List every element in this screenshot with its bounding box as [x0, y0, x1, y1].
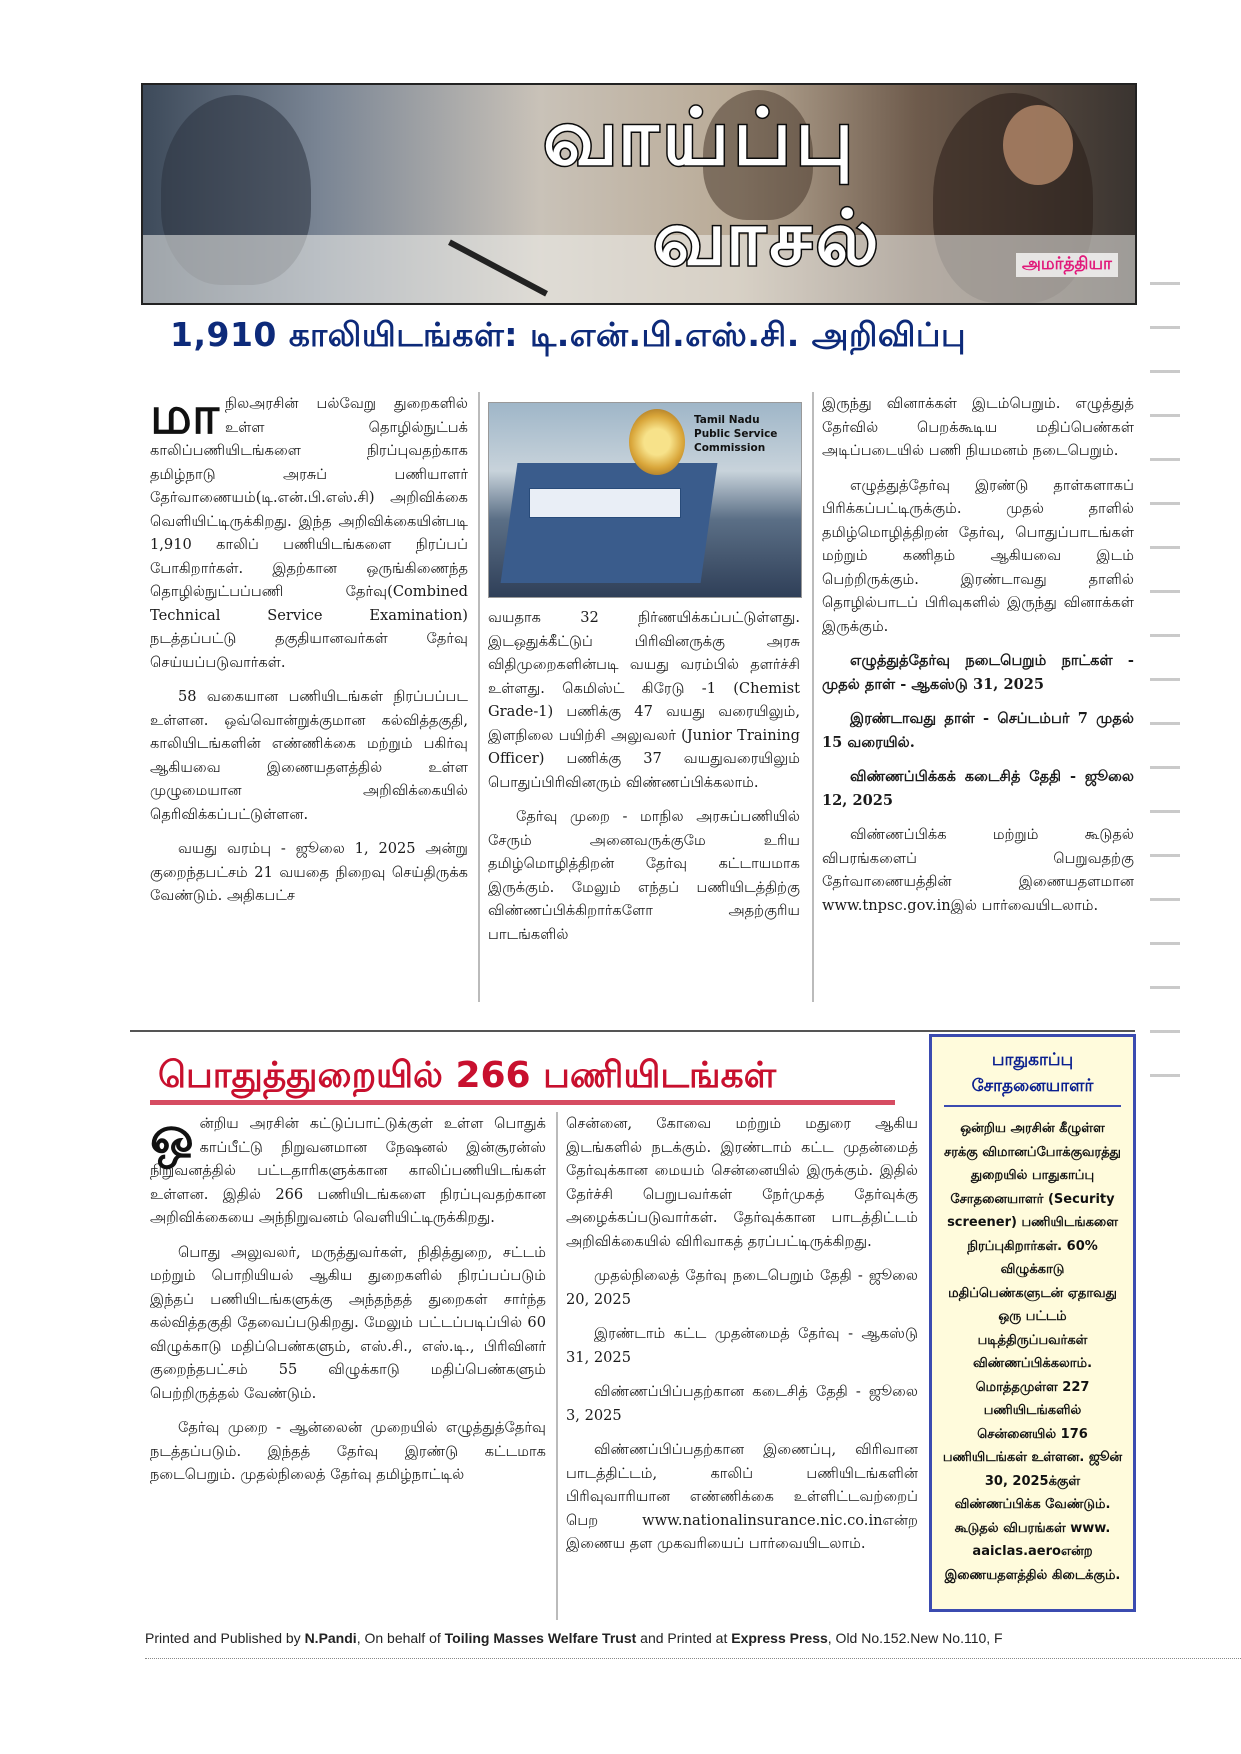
imprint-text: and Printed at: [636, 1630, 732, 1646]
sidebox-title-line2: சோதனையாளர்: [971, 1076, 1094, 1096]
banner-photo-face: [1003, 105, 1073, 185]
banner-photo-desk: [143, 235, 1135, 303]
deadline-date: விண்ணப்பிக்கக் கடைசித் தேதி - ஜூலை 12, 2025: [822, 768, 1134, 809]
headline-underline: [150, 1100, 895, 1105]
column-rule: [556, 1112, 558, 1620]
sidebox-title-line1: பாதுகாப்பு: [991, 1050, 1074, 1070]
article1-paragraph: விண்ணப்பிக்க மற்றும் கூடுதல் விபரங்களைப் பெறுவதற்கு தேர்வாணையத்தின் இணையதளமான www.tnpsc.gov.inஇல் பார்வையிடலாம்.: [822, 826, 1134, 914]
exam-date: இரண்டாவது தாள் - செப்டம்பர் 7 முதல் 15 வரையில்.: [822, 710, 1134, 751]
column-rule: [478, 392, 480, 1002]
article2-paragraph: தேர்வு முறை - ஆன்லைன் முறையில் எழுத்துத்தேர்வு நடத்தப்படும். இந்தத் தேர்வு இரண்டு கட்டமாக நடைபெறும். முதல்நிலைத் தேர்வு தமிழ்நாட்டில்: [150, 1419, 546, 1483]
article2-headline: பொதுத்துறையில் 266 பணியிடங்கள்: [158, 1055, 777, 1096]
banner-title-line1: வாய்ப்பு: [543, 93, 858, 183]
sidebox-body: ஒன்றிய அரசின் கீழுள்ள சரக்கு விமானப்போக்குவரத்து துறையில் பாதுகாப்பு சோதனையாளர் (Security screener) பணியிடங்களை நிரப்புகிறார்கள். 60% விழுக்காடு மதிப்பெண்களுடன் ஏதாவது ஒரு பட்டம் படித்திருப்பவர்கள் விண்ணப்பிக்கலாம். மொத்தமுள்ள 227 பணியிடங்களில் சென்னையில் 176 பணியிடங்கள் உள்ளன. ஜூன் 30, 2025க்குள் விண்ணப்பிக்க வேண்டும். கூடுதல் விபரங்கள் www. aaiclas.aeroஎன்ற இணையதளத்தில் கிடைக்கும்.: [942, 1121, 1123, 1583]
deadline-date: விண்ணப்பிப்பதற்கான கடைசித் தேதி - ஜூலை 3, 2025: [566, 1383, 918, 1424]
exam-date: இரண்டாம் கட்ட முதன்மைத் தேர்வு - ஆகஸ்டு 31, 2025: [566, 1325, 918, 1366]
article2-column2: [566, 1112, 918, 1567]
imprint-publisher: N.Pandi: [304, 1630, 357, 1646]
article2-paragraph: சென்னை, கோவை மற்றும் மதுரை ஆகிய இடங்களில் நடக்கும். இரண்டாம் கட்ட முதன்மைத் தேர்வுக்கான மையம் சென்னையில் இருக்கும். இதில் தேர்ச்சி பெறுபவர்கள் நேர்முகத் தேர்வுக்கு அழைக்கப்படுவார்கள். தேர்வுக்கான பாடத்திட்டம் அறிவிக்கையில் விரிவாகத் தரப்பட்டிருக்கிறது.: [566, 1115, 918, 1250]
article2-text: ன்றிய அரசின் கட்டுப்பாட்டுக்குள் உள்ள பொதுக் காப்பீட்டு நிறுவனமான நேஷனல் இன்சூரன்ஸ் நிறுவனத்தில் பட்டதாரிகளுக்கான காலிப்பணியிடங்கள் உள்ளன. இதில் 266 பணியிடங்களை நிரப்புவதற்கான அறிவிக்கையை அந்நிறுவனம் வெளியிட்டிருக்கிறது.: [150, 1115, 546, 1226]
sidebox-title: [932, 1047, 1133, 1099]
banner-title-line2: வாசல்: [653, 193, 883, 282]
article1-paragraph: [150, 386, 468, 674]
article1-column1: [150, 386, 468, 919]
article1-paragraph: இருந்து வினாக்கள் இடம்பெறும். எழுத்துத் தேர்வில் பெறக்கூடிய மதிப்பெண்கள் அடிப்படையில் பணி நியமனம் நடைபெறும்.: [822, 395, 1134, 459]
article1-paragraph: 58 வகையான பணியிடங்கள் நிரப்பப்பட உள்ளன. ஒவ்வொன்றுக்குமான கல்வித்தகுதி, காலியிடங்களின் எண்ணிக்கை மற்றும் பகிர்வு ஆகியவை இணையதளத்தில் உள்ள முழுமையான அறிவிக்கையில் தெரிவிக்கப்பட்டுள்ளன.: [150, 688, 468, 823]
sidebox-rule: [944, 1105, 1121, 1107]
article2-paragraph: விண்ணப்பிப்பதற்கான இணைப்பு, விரிவான பாடத்திட்டம், காலிப் பணியிடங்களின் பிரிவுவாரியான எண்ணிக்கை உள்ளிட்டவற்றைப் பெற www.nationalinsurance.nic.co.inஎன்ற இணைய தள முகவரியைப் பார்வையிடலாம்.: [566, 1441, 918, 1552]
photo-caption-text: Tamil Nadu Public Service Commission: [694, 414, 778, 454]
tnpsc-building-photo: [488, 402, 802, 598]
article1-column3: [822, 392, 1134, 928]
article1-paragraph: எழுத்துத்தேர்வு இரண்டு தாள்களாகப் பிரிக்கப்பட்டிருக்கும். முதல் தாளில் தமிழ்மொழித்திறன் தேர்வு, பொதுப்பாடங்கள் மற்றும் கணிதம் ஆகியவை இடம் பெற்றிருக்கும். இரண்டாவது தாளில் தொழில்பாடப் பிரிவுகளில் இருந்து வினாக்கள் இருக்கும்.: [822, 476, 1134, 635]
article1-headline: 1,910 காலியிடங்கள்: டி.என்.பி.எஸ்.சி. அறிவிப்பு: [170, 315, 966, 354]
imprint-trust: Toiling Masses Welfare Trust: [444, 1630, 637, 1646]
imprint-press: Express Press: [731, 1630, 828, 1646]
dropcap: மா: [150, 386, 220, 446]
imprint-text: Printed and Published by: [145, 1630, 305, 1646]
exam-date: முதல்நிலைத் தேர்வு நடைபெறும் தேதி - ஜூலை 20, 2025: [566, 1267, 918, 1308]
photo-building: [501, 463, 718, 583]
article2-column1: [150, 1106, 546, 1498]
dropcap: ஒ: [150, 1106, 194, 1166]
print-imprint: [145, 1630, 1241, 1646]
article1-paragraph: வயது வரம்பு - ஜூலை 1, 2025 அன்று குறைந்தபட்சம் 21 வயதை நிறைவு செய்திருக்க வேண்டும். அதிகபட்ச: [150, 840, 468, 904]
article2-paragraph: பொது அலுவலர், மருத்துவர்கள், நிதித்துறை, சட்டம் மற்றும் பொறியியல் ஆகிய துறைகளில் நிரப்பப்படும் இந்தப் பணியிடங்களுக்கு அந்தந்தத் துறைகள் சார்ந்த கல்வித்தகுதி தேவைப்படுகிறது. மேலும் பட்டப்படிப்பில் 60 விழுக்காடு மதிப்பெண்களும், எஸ்.சி., எஸ்.டி., பிரிவினர் குறைந்தபட்சம் 55 விழுக்காடு மதிப்பெண்களும் பெற்றிருத்தல் வேண்டும்.: [150, 1243, 546, 1402]
article1-column2: [488, 606, 800, 957]
section-divider: [130, 1030, 1135, 1032]
article1-paragraph: வயதாக 32 நிர்ணயிக்கப்பட்டுள்ளது. இடஒதுக்கீட்டுப் பிரிவினருக்கு அரசு விதிமுறைகளின்படி வயது வரம்பில் தளர்ச்சி உள்ளது. கெமிஸ்ட் கிரேடு -1 (Chemist Grade-1) பணிக்கு 47 வயது வரையிலும், இளநிலை பயிற்சி அலுவலர் (Junior Training Officer) பணிக்கு 37 வயதுவரையிலும் பொதுப்பிரிவினரும் விண்ணப்பிக்கலாம்.: [488, 609, 800, 791]
tamil-nadu-emblem-icon: [629, 409, 685, 475]
article1-paragraph: தேர்வு முறை - மாநில அரசுப்பணியில் சேரும் அனைவருக்குமே உரிய தமிழ்மொழித்திறன் தேர்வு கட்டாயமாக இருக்கும். மேலும் எந்தப் பணியிடத்திற்கு விண்ணப்பிக்கிறார்களோ அதற்குரிய பாடங்களில்: [488, 808, 800, 943]
adjacent-page-edge: [1150, 260, 1180, 1080]
photo-sign: [529, 488, 681, 518]
author-byline: அமர்த்தியா: [1016, 253, 1118, 277]
security-screener-sidebox: [929, 1034, 1136, 1612]
exam-date: எழுத்துத்தேர்வு நடைபெறும் நாட்கள் - முதல் தாள் - ஆகஸ்டு 31, 2025: [822, 652, 1134, 693]
header-banner: [141, 83, 1137, 305]
article1-text: நிலஅரசின் பல்வேறு துறைகளில் உள்ள தொழில்நுட்பக் காலிப்பணியிடங்களை நிரப்புவதற்காக தமிழ்நாடு அரசுப் பணியாளர் தேர்வாணையம்(டி.என்.பி.எஸ்.சி) அறிவிக்கை வெளியிட்டிருக்கிறது. இந்த அறிவிக்கையின்படி 1,910 காலிப் பணியிடங்களை நிரப்பப் போகிறார்கள். இதற்கான ஒருங்கிணைந்த தொழில்நுட்பப்பணி தேர்வு(Combined Technical Service Examination) நடத்தப்பட்டு தகுதியானவர்கள் தேர்வு செய்யப்படுவார்கள்.: [150, 395, 468, 671]
footer-rule: [145, 1658, 1241, 1665]
imprint-address: , Old No.152.New No.110, F: [827, 1630, 1003, 1646]
imprint-text: , On behalf of: [356, 1630, 445, 1646]
article2-paragraph: [150, 1106, 546, 1230]
column-rule: [812, 392, 814, 1002]
